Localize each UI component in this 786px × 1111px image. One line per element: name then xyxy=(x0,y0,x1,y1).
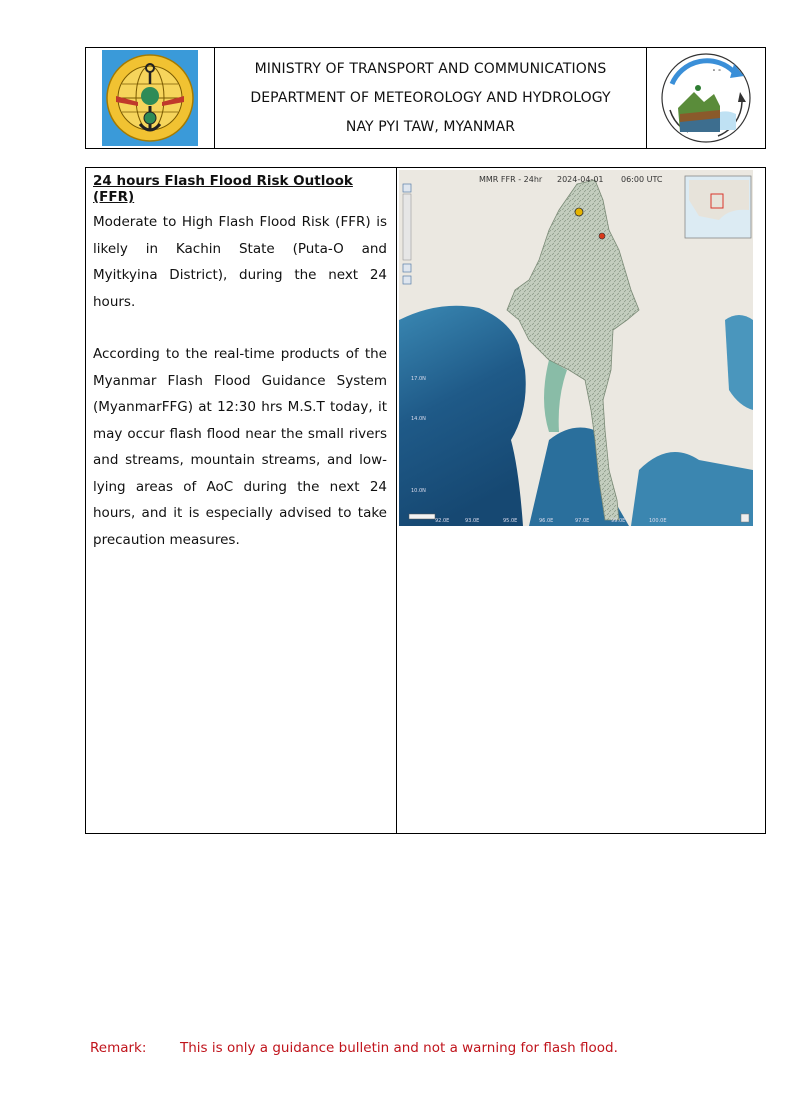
ministry-emblem-icon xyxy=(102,50,198,146)
bulletin-content-table xyxy=(85,167,766,834)
text-column xyxy=(86,168,397,833)
ffg-details-paragraph: According to the real-time products of the Myanmar Flash Flood Guidance System (MyanmarFFG) at 12:30 hrs M.S.T today, it may occur flash flood near the small rivers and streams, mountain streams, and low-lying areas of AoC during the next 24 hours, and it is especially advised to take precaution measures. xyxy=(93,346,387,548)
lon-label-3: 95.0E xyxy=(503,518,518,524)
header-title-block xyxy=(215,48,646,148)
lat-label-1: 17.0N xyxy=(411,376,426,382)
map-column xyxy=(397,168,765,833)
remark-line xyxy=(90,1040,618,1056)
lon-label-4: 96.0E xyxy=(539,518,554,524)
dmh-logo-cell xyxy=(646,48,765,148)
risk-marker-myitkyina xyxy=(599,233,605,239)
risk-summary-paragraph: Moderate to High Flash Flood Risk (FFR) is likely in Kachin State (Puta-O and Myitkyina District), during the next 24 hours. xyxy=(93,214,387,310)
lon-label-2: 93.0E xyxy=(465,518,480,524)
lat-label-2: 14.0N xyxy=(411,416,426,422)
risk-marker-putao xyxy=(575,208,583,216)
svg-text:∘ ∘: ∘ ∘ xyxy=(712,67,722,74)
zoom-slider[interactable] xyxy=(403,194,411,260)
location: NAY PYI TAW, MYANMAR xyxy=(345,118,516,135)
section-title: 24 hours Flash Flood Risk Outlook (FFR) xyxy=(93,173,353,205)
lon-label-1: 92.0E xyxy=(435,518,450,524)
remark-text: This is only a guidance bulletin and not a warning for flash flood. xyxy=(180,1040,618,1056)
layer-toggle-button[interactable] xyxy=(403,276,411,284)
ffr-map xyxy=(399,170,753,526)
lat-label-3: 10.0N xyxy=(411,488,426,494)
zoom-out-button[interactable] xyxy=(403,264,411,272)
lon-label-7: 100.0E xyxy=(649,518,667,524)
hydrology-cycle-icon xyxy=(658,50,754,146)
map-attribution-button[interactable] xyxy=(741,514,749,522)
remark-label: Remark: xyxy=(90,1040,147,1056)
ministry-name: MINISTRY OF TRANSPORT AND COMMUNICATIONS xyxy=(254,60,607,77)
department-name: DEPARTMENT OF METEOROLOGY AND HYDROLOGY xyxy=(250,89,611,106)
lon-label-6: 99.0E xyxy=(611,518,626,524)
ffr-map-graphic xyxy=(399,170,753,526)
ministry-logo-cell xyxy=(86,48,215,148)
map-time-label: 06:00 UTC xyxy=(621,175,663,184)
lon-label-5: 97.0E xyxy=(575,518,590,524)
map-date-label: 2024-04-01 xyxy=(557,175,604,184)
scale-bar xyxy=(409,514,435,519)
map-product-label: MMR FFR - 24hr xyxy=(479,175,543,184)
zoom-in-button[interactable] xyxy=(403,184,411,192)
bulletin-header xyxy=(85,47,766,149)
